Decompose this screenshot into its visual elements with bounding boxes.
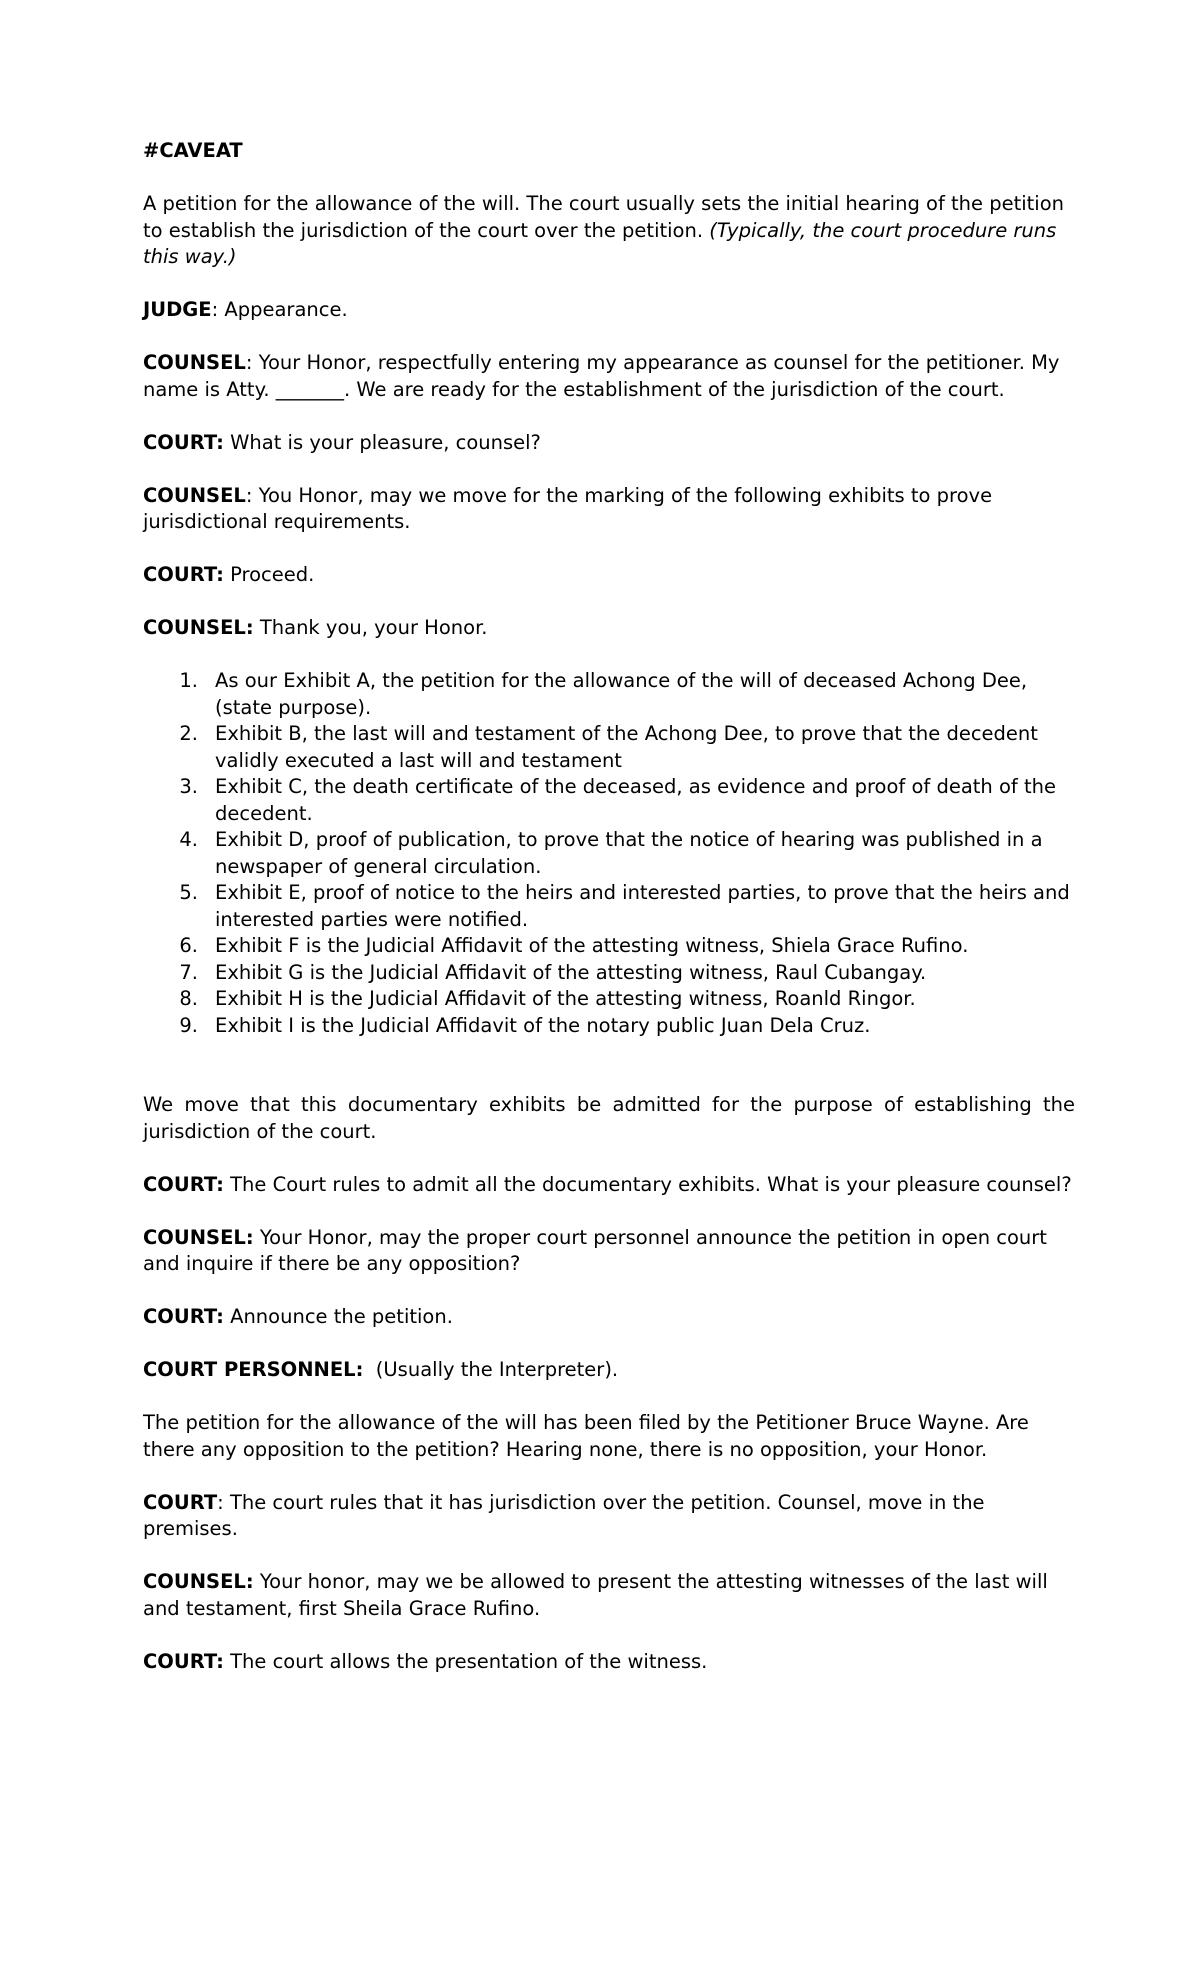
dialogue-line — [143, 1225, 1075, 1278]
exhibit-item — [143, 774, 1075, 827]
dialogue-text: The court allows the presentation of the witness. — [230, 1649, 708, 1673]
exhibit-text: Exhibit F is the Judicial Affidavit of the attesting witness, Shiela Grace Rufino. — [215, 934, 969, 957]
dialogue-text: Your Honor, may the proper court personnel announce the petition in open court and inquire if there be any opposition? — [143, 1225, 1047, 1275]
dialogue-line — [143, 1569, 1075, 1622]
dialogue-line — [143, 430, 1075, 457]
exhibit-number: 1. — [179, 669, 198, 692]
dialogue-line — [143, 615, 1075, 642]
exhibit-number: 5. — [179, 881, 198, 904]
motion-paragraph: We move that this documentary exhibits be admitted for the purpose of establishing the jurisdiction of the court. — [143, 1093, 1075, 1143]
announcement-paragraph: The petition for the allowance of the will has been filed by the Petitioner Bruce Wayne. Are there any opposition to the petition? Hearing none, there is no opposition, your Honor. — [143, 1411, 1029, 1461]
exhibit-text: Exhibit B, the last will and testament of the Achong Dee, to prove that the decedent validly executed a last will and testament — [215, 722, 1038, 772]
exhibit-item — [143, 960, 1075, 987]
document-page — [143, 138, 1075, 1702]
exhibit-item — [143, 668, 1075, 721]
dialogue-text: (Usually the Interpreter). — [375, 1358, 619, 1381]
dialogue-text: The court rules that it has jurisdiction over the petition. Counsel, move in the premises. — [143, 1490, 985, 1540]
dialogue-line — [143, 1304, 1075, 1331]
dialogue-text: Appearance. — [224, 298, 348, 321]
speaker-label: COURT: — [143, 563, 224, 586]
exhibit-item — [143, 827, 1075, 880]
speaker-label: COURT: — [143, 1305, 224, 1328]
exhibit-number: 4. — [179, 828, 198, 851]
dialogue-line: JUDGE: Appearance. — [143, 298, 348, 321]
speaker-label: JUDGE — [143, 298, 212, 321]
dialogue-line: COUNSEL: Your Honor, respectfully entering my appearance as counsel for the petitioner. My name is Atty. _______. We are ready for the establishment of the jurisdiction of the court. — [143, 351, 1060, 401]
exhibit-list — [143, 668, 1075, 1039]
dialogue-line — [143, 1172, 1075, 1199]
exhibit-number: 7. — [179, 960, 198, 984]
speaker-label: COUNSEL: — [143, 1225, 254, 1249]
exhibit-item — [143, 721, 1075, 774]
speaker-label: COUNSEL — [143, 351, 246, 374]
speaker-label: COURT: — [143, 1649, 224, 1673]
dialogue-text: Thank you, your Honor. — [259, 616, 488, 639]
speaker-label: COUNSEL: — [143, 616, 254, 639]
exhibit-text: Exhibit I is the Judicial Affidavit of the notary public Juan Dela Cruz. — [215, 1013, 871, 1037]
speaker-label: COUNSEL — [143, 483, 246, 507]
exhibit-text: Exhibit H is the Judicial Affidavit of the attesting witness, Roanld Ringor. — [215, 987, 916, 1010]
intro-paragraph — [143, 191, 1075, 271]
intro-italic-note: (Typically, the court procedure runs this way.) — [143, 218, 1057, 268]
exhibit-number: 9. — [179, 1013, 198, 1037]
dialogue-text: The Court rules to admit all the documentary exhibits. What is your pleasure counsel? — [230, 1172, 1072, 1196]
speaker-label: COUNSEL: — [143, 1570, 254, 1593]
exhibit-text: As our Exhibit A, the petition for the allowance of the will of deceased Achong Dee, (state purpose). — [215, 669, 1028, 719]
exhibit-number: 6. — [179, 934, 198, 957]
dialogue-text: Your Honor, respectfully entering my appearance as counsel for the petitioner. My name is Atty. _______. We are ready for the establishment of the jurisdiction of the court. — [143, 351, 1060, 401]
exhibit-number: 8. — [179, 987, 198, 1010]
exhibit-text: Exhibit G is the Judicial Affidavit of the attesting witness, Raul Cubangay. — [215, 960, 927, 984]
exhibit-text: Exhibit C, the death certificate of the deceased, as evidence and proof of death of the decedent. — [215, 775, 1056, 825]
speaker-label: COURT: — [143, 1172, 224, 1196]
dialogue-line — [143, 1357, 1075, 1384]
dialogue-line — [143, 562, 1075, 589]
exhibit-item — [143, 1013, 1075, 1040]
speaker-label: COURT — [143, 1490, 218, 1514]
intro-text: A petition for the allowance of the will. The court usually sets the initial hearing of the petition to establish the jurisdiction of the court over the petition. — [143, 192, 1065, 242]
dialogue-text: Your honor, may we be allowed to present the attesting witnesses of the last will and testament, first Sheila Grace Rufino. — [143, 1570, 1048, 1620]
exhibit-text: Exhibit D, proof of publication, to prove that the notice of hearing was published in a newspaper of general circulation. — [215, 828, 1043, 878]
exhibit-number: 3. — [179, 775, 198, 798]
dialogue-line: COURT: The court rules that it has jurisdiction over the petition. Counsel, move in the premises. — [143, 1490, 985, 1540]
exhibit-item — [143, 986, 1075, 1013]
dialogue-text: What is your pleasure, counsel? — [230, 430, 541, 454]
exhibit-number: 2. — [179, 722, 198, 745]
speaker-label: COURT PERSONNEL: — [143, 1358, 364, 1381]
exhibit-item — [143, 880, 1075, 933]
speaker-label: COURT: — [143, 430, 224, 454]
dialogue-line — [143, 1649, 1075, 1676]
dialogue-text: Proceed. — [230, 563, 315, 586]
dialogue-text: Announce the petition. — [230, 1305, 453, 1328]
document-heading: #CAVEAT — [143, 139, 243, 162]
dialogue-line: COUNSEL: You Honor, may we move for the marking of the following exhibits to prove jurisdictional requirements. — [143, 483, 993, 533]
exhibit-item — [143, 933, 1075, 960]
exhibit-text: Exhibit E, proof of notice to the heirs and interested parties, to prove that the heirs and interested parties were notified. — [215, 881, 1070, 931]
dialogue-text: You Honor, may we move for the marking of the following exhibits to prove jurisdictional requirements. — [143, 483, 993, 533]
